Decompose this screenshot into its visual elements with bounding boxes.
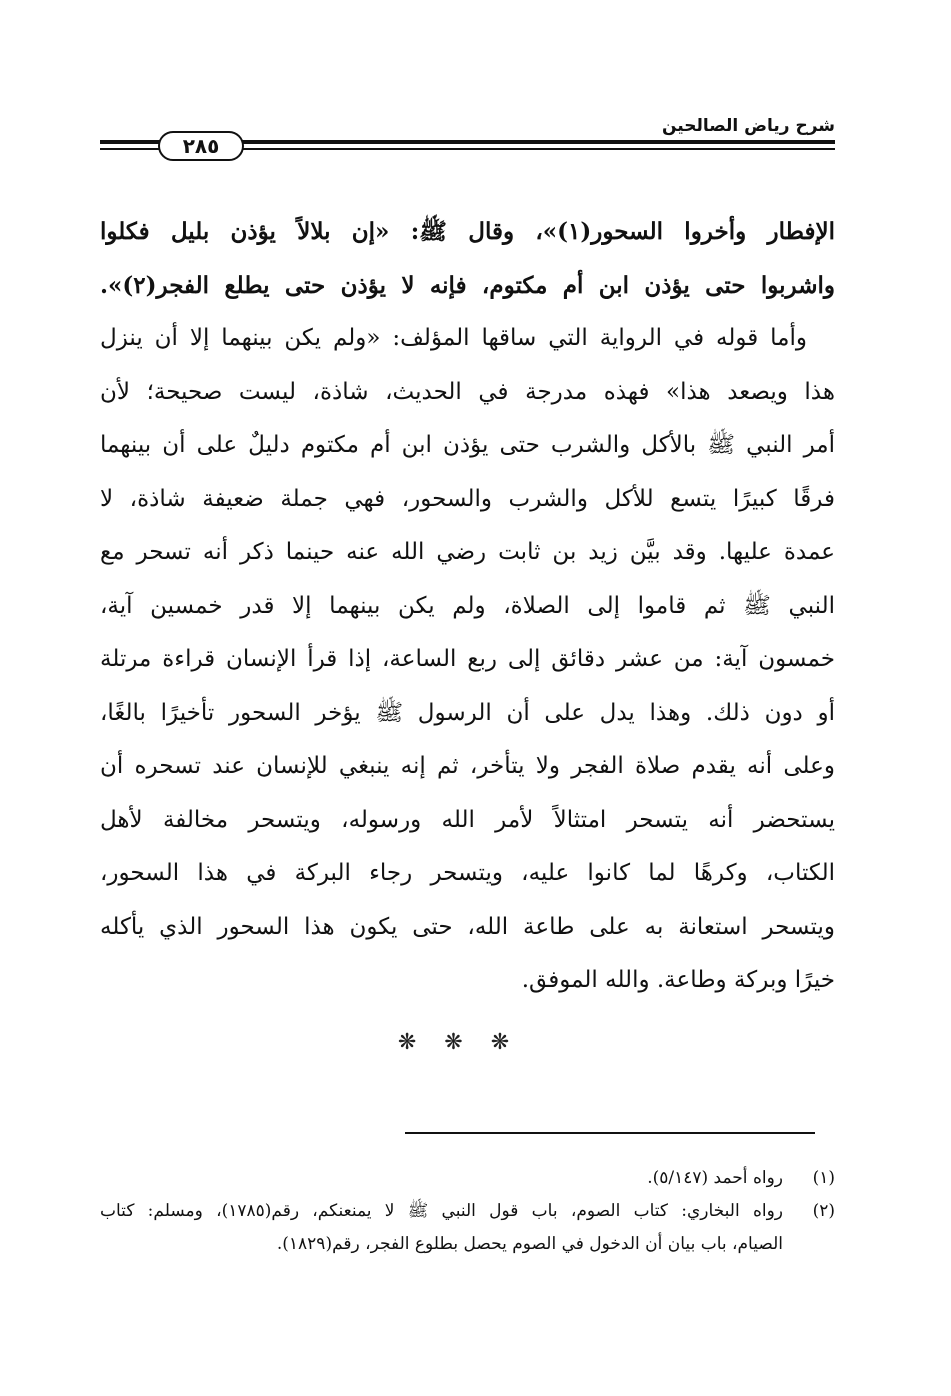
- footnote-line: الصيام، باب بيان أن الدخول في الصوم يحصل بطلوع الفجر، رقم(١٨٢٩).: [276, 1234, 783, 1254]
- footnote: [100, 1162, 835, 1195]
- body-line: خيرًا وبركة وطاعة. والله الموفق.: [521, 967, 835, 993]
- body-line: فرقًا كبيرًا يتسع للأكل والشرب والسحور، فهي جملة ضعيفة شاذة، لا: [100, 485, 835, 512]
- body-line: أو دون ذلك. وهذا يدل على أن الرسول ﷺ يؤخر السحور تأخيرًا بالغًا،: [100, 699, 835, 726]
- body-line: يستحضر أنه يتسحر امتثالاً لأمر الله ورسوله، ويتسحر مخالفة لأهل: [100, 806, 835, 833]
- body-line: الإفطار وأخروا السحور(١)»، وقال ﷺ: «إن بلالاً يؤذن بليل فكلوا: [100, 218, 835, 245]
- body-line: أمر النبي ﷺ بالأكل والشرب حتى يؤذن ابن أم مكتوم دليلٌ على أن بينهما: [100, 432, 835, 458]
- footnotes: [100, 1162, 835, 1261]
- footnote-divider: [405, 1132, 815, 1134]
- footnote-number: (٢): [812, 1201, 835, 1221]
- footnote: [100, 1195, 835, 1261]
- footnote-line: رواه أحمد (٥/١٤٧).: [647, 1168, 783, 1188]
- body-line: خمسون آية: من عشر دقائق إلى ربع الساعة، إذا قرأ الإنسان قراءة مرتلة: [100, 646, 835, 672]
- body-line: الكتاب، وكرهًا لما كانوا عليه، ويتسحر رجاء البركة في هذا السحور،: [100, 860, 835, 886]
- footnote-line: رواه البخاري: كتاب الصوم، باب قول النبي ﷺ لا يمنعنكم، رقم(١٧٨٥)، ومسلم: كتاب: [100, 1201, 783, 1221]
- body-line: واشربوا حتى يؤذن ابن أم مكتوم، فإنه لا يؤذن حتى يطلع الفجر(٢)».: [100, 271, 835, 299]
- body-line: وعلى أنه يقدم صلاة الفجر ولا يتأخر، ثم إنه ينبغي للإنسان عند تسحره أن: [100, 753, 835, 779]
- body-line: وأما قوله في الرواية التي ساقها المؤلف: «ولم يكن بينهما إلا أن ينزل: [100, 325, 807, 351]
- section-ornament: ❋❋❋: [397, 1030, 538, 1055]
- footnote-number: (١): [812, 1168, 835, 1188]
- book-title: شرح رياض الصالحين: [661, 116, 835, 136]
- footnote-text: [100, 1162, 783, 1195]
- body-line: هذا ويصعد هذا» فهذه مدرجة في الحديث، شاذة، ليست صحيحة؛ لأن: [100, 378, 835, 405]
- body-text: [100, 205, 835, 1008]
- body-line: ويتسحر استعانة به على طاعة الله، حتى يكون هذا السحور الذي يأكله: [100, 913, 835, 940]
- page-number: ٢٨٥: [158, 131, 244, 161]
- body-line: النبي ﷺ ثم قاموا إلى الصلاة، ولم يكن بينهما إلا قدر خمسين آية،: [100, 592, 835, 619]
- running-head: [100, 108, 835, 158]
- body-line: عمدة عليها. وقد بيَّن زيد بن ثابت رضي الله عنه حينما ذكر أنه تسحر مع: [100, 539, 835, 565]
- footnote-text: [100, 1195, 783, 1261]
